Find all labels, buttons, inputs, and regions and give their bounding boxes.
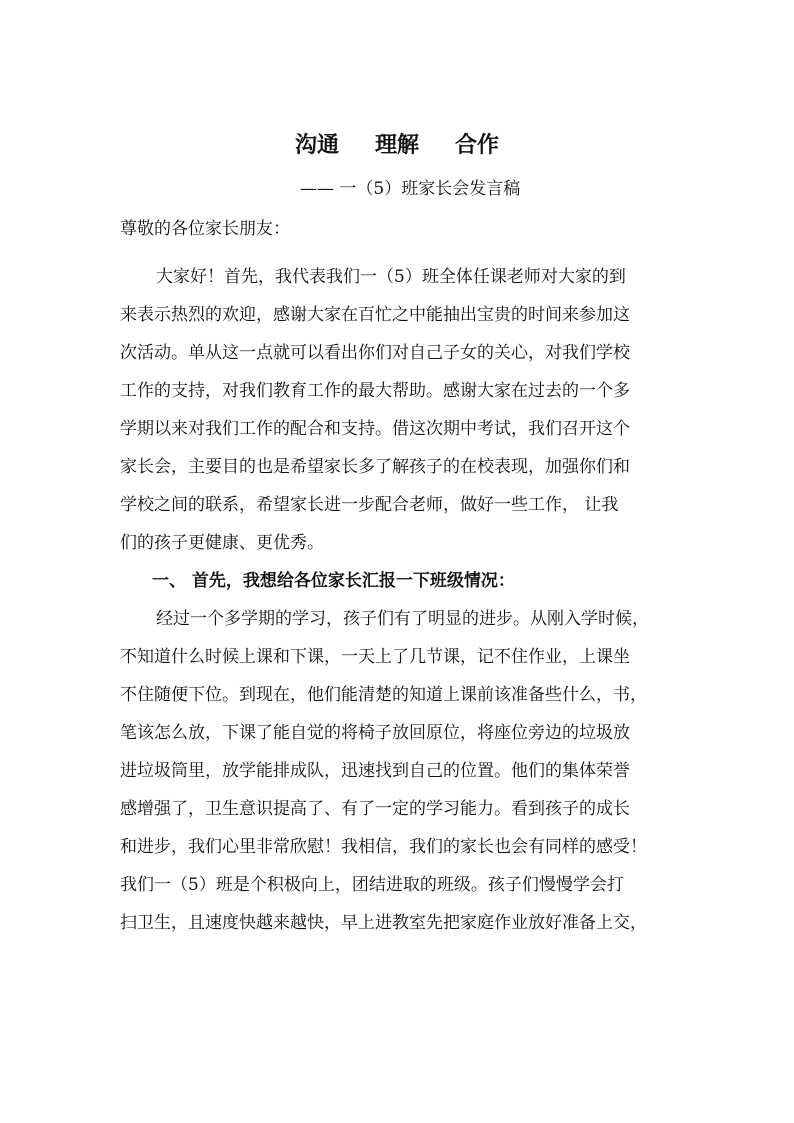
salutation: 尊敬的各位家长朋友： xyxy=(120,219,290,239)
paragraph-line: 来表示热烈的欢迎，感谢大家在百忙之中能抽出宝贵的时间来参加这 xyxy=(120,305,630,325)
paragraph-class-report xyxy=(120,600,676,942)
paragraph-line: 我们一（5）班是个积极向上，团结进取的班级。孩子们慢慢学会打 xyxy=(120,875,624,895)
paragraph-line: 笔该怎么放，下课了能自觉的将椅子放回原位，将座位旁边的垃圾放 xyxy=(120,723,630,743)
paragraph-line: 学校之间的联系，希望家长进一步配合老师，做好一些工作， 让我 xyxy=(120,495,619,515)
paragraph-line: 工作的支持，对我们教育工作的最大帮助。感谢大家在过去的一个多 xyxy=(120,381,630,401)
paragraph-line: 和进步，我们心里非常欣慰！我相信，我们的家长也会有同样的感受！ xyxy=(120,837,647,857)
paragraph-line: 家长会，主要目的也是希望家长多了解孩子的在校表现，加强你们和 xyxy=(120,457,630,477)
title-part-communication: 沟通 xyxy=(294,133,339,158)
paragraph-line: 不知道什么时候上课和下课，一天上了几节课，记不住作业，上课坐 xyxy=(120,647,630,667)
paragraph-line: 经过一个多学期的学习，孩子们有了明显的进步。从刚入学时候， xyxy=(156,609,649,629)
paragraph-line: 学期以来对我们工作的配合和支持。借这次期中考试，我们召开这个 xyxy=(120,419,630,439)
paragraph-line: 感增强了，卫生意识提高了、有了一定的学习能力。看到孩子的成长 xyxy=(120,799,630,819)
paragraph-line: 次活动。单从这一点就可以看出你们对自己子女的关心，对我们学校 xyxy=(120,343,630,363)
document-subtitle: —— 一（5）班家长会发言稿 xyxy=(300,179,521,199)
section-heading: 一、 首先，我想给各位家长汇报一下班级情况： xyxy=(152,571,515,591)
paragraph-welcome xyxy=(120,258,676,562)
paragraph-line: 们的孩子更健康、更优秀。 xyxy=(120,533,324,553)
paragraph-line: 进垃圾筒里，放学能排成队，迅速找到自己的位置。他们的集体荣誉 xyxy=(120,761,630,781)
title-part-cooperation: 合作 xyxy=(455,133,500,158)
paragraph-line: 扫卫生，且速度快越来越快，早上进教室先把家庭作业放好准备上交， xyxy=(120,913,647,933)
paragraph-line: 大家好！首先，我代表我们一（5）班全体任课老师对大家的到 xyxy=(156,267,626,287)
document-body xyxy=(120,200,676,942)
document-title xyxy=(0,128,794,159)
title-part-understanding: 理解 xyxy=(374,133,419,158)
paragraph-line: 不住随便下位。到现在，他们能清楚的知道上课前该准备些什么，书， xyxy=(120,685,647,705)
